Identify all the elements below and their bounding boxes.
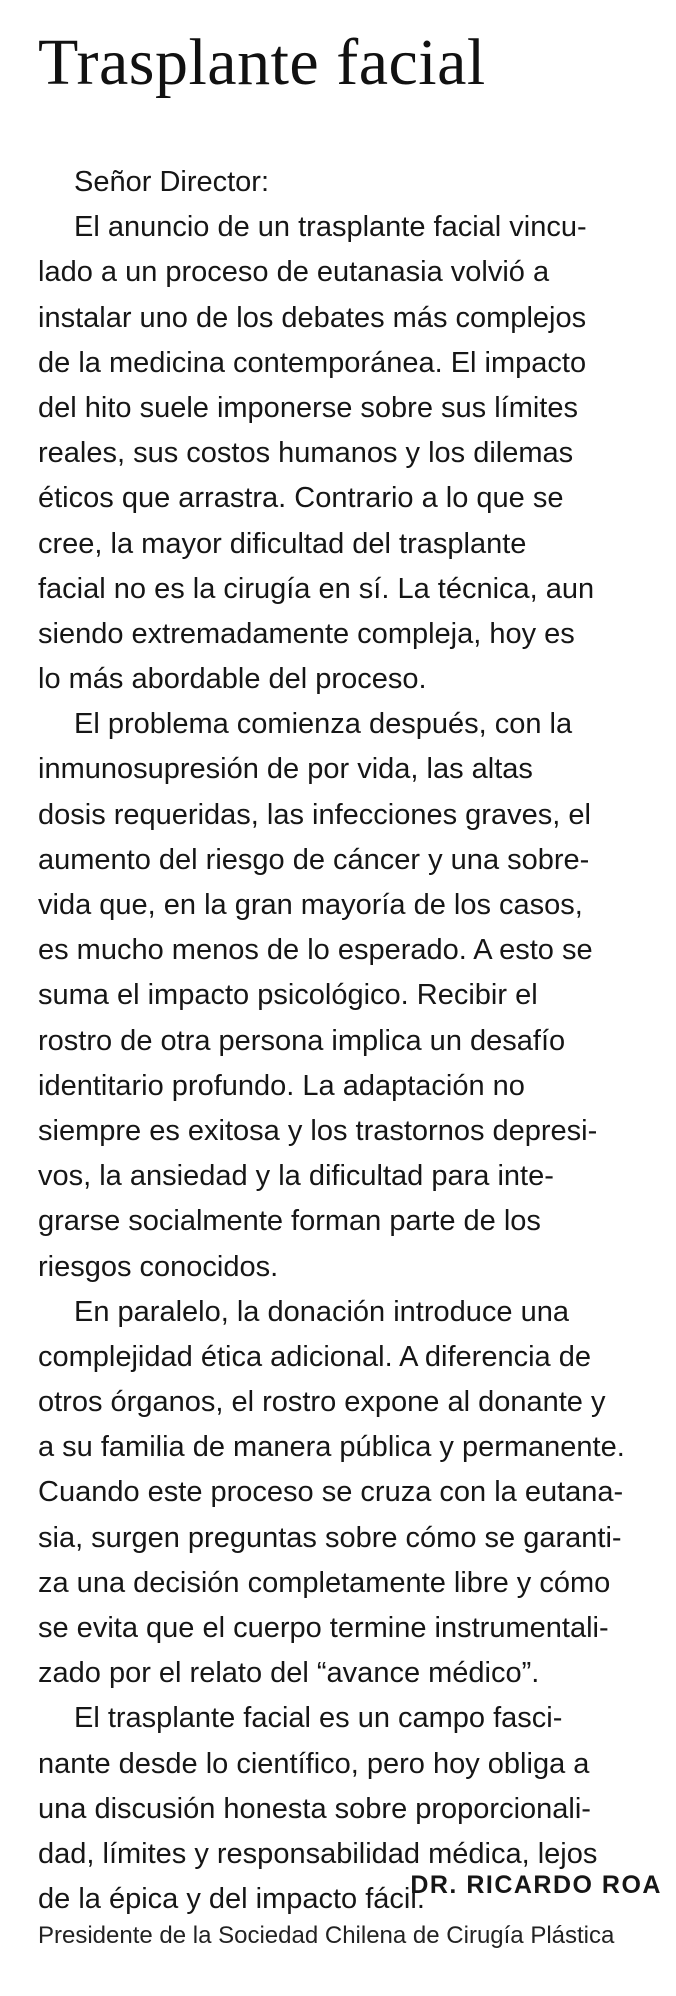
body-line: El anuncio de un trasplante facial vincu-: [74, 211, 587, 244]
body-line: reales, sus costos humanos y los dilemas: [38, 437, 574, 470]
body-line: El trasplante facial es un campo fasci-: [74, 1702, 563, 1735]
body-line: za una decisión completamente libre y cómo: [38, 1566, 611, 1599]
body-line: siempre es exitosa y los trastornos depresi-: [38, 1114, 598, 1147]
body-line: complejidad ética adicional. A diferencia de: [38, 1340, 591, 1373]
body-line: es mucho menos de lo esperado. A esto se: [38, 934, 593, 967]
body-line: vida que, en la gran mayoría de los casos,: [38, 889, 583, 921]
body-line: nante desde lo científico, pero hoy obliga a: [38, 1747, 590, 1780]
author-affiliation: Presidente de la Sociedad Chilena de Cirugía Plástica: [38, 1922, 615, 1949]
body-line: a su familia de manera pública y permanente.: [38, 1431, 625, 1464]
body-line: aumento del riesgo de cáncer y una sobre-: [38, 843, 590, 876]
author-signature: DR. RICARDO ROA: [410, 1871, 662, 1899]
body-line: de la medicina contemporánea. El impacto: [38, 346, 587, 379]
body-line: sia, surgen preguntas sobre cómo se garanti-: [38, 1521, 622, 1554]
body-line: cree, la mayor dificultad del trasplante: [38, 527, 527, 560]
body-line: grarse socialmente forman parte de los: [38, 1205, 541, 1238]
body-line: dad, límites y responsabilidad médica, lejos: [38, 1837, 598, 1870]
body-line: suma el impacto psicológico. Recibir el: [38, 979, 538, 1012]
body-line: del hito suele imponerse sobre sus límites: [38, 391, 578, 424]
body-line: lado a un proceso de eutanasia volvió a: [38, 256, 550, 289]
body-line: siendo extremadamente compleja, hoy es: [38, 617, 575, 650]
body-line: zado por el relato del “avance médico”.: [38, 1657, 540, 1690]
article-title: Trasplante facial: [38, 26, 486, 99]
body-line: Cuando este proceso se cruza con la eutana-: [38, 1476, 624, 1509]
body-line: instalar uno de los debates más complejos: [38, 301, 587, 334]
body-line: de la épica y del impacto fácil.: [38, 1883, 425, 1916]
body-line: dosis requeridas, las infecciones graves, el: [38, 798, 591, 831]
body-line: una discusión honesta sobre proporcionali-: [38, 1792, 591, 1825]
body-line: En paralelo, la donación introduce una: [74, 1295, 569, 1328]
body-line: vos, la ansiedad y la dificultad para inte-: [38, 1160, 554, 1193]
body-line: riesgos conocidos.: [38, 1250, 279, 1283]
body-line: lo más abordable del proceso.: [38, 663, 427, 696]
body-line: facial no es la cirugía en sí. La técnica, aun: [38, 572, 595, 605]
body-line: se evita que el cuerpo termine instrumentali-: [38, 1612, 609, 1644]
body-line: El problema comienza después, con la: [74, 708, 573, 741]
salutation-line: Señor Director:: [74, 166, 270, 198]
body-line: rostro de otra persona implica un desafío: [38, 1024, 566, 1057]
body-line: éticos que arrastra. Contrario a lo que se: [38, 482, 564, 515]
letter-body: [38, 160, 664, 1922]
body-line: inmunosupresión de por vida, las altas: [38, 753, 533, 786]
body-line: identitario profundo. La adaptación no: [38, 1069, 525, 1102]
body-line: otros órganos, el rostro expone al donante y: [38, 1386, 606, 1419]
